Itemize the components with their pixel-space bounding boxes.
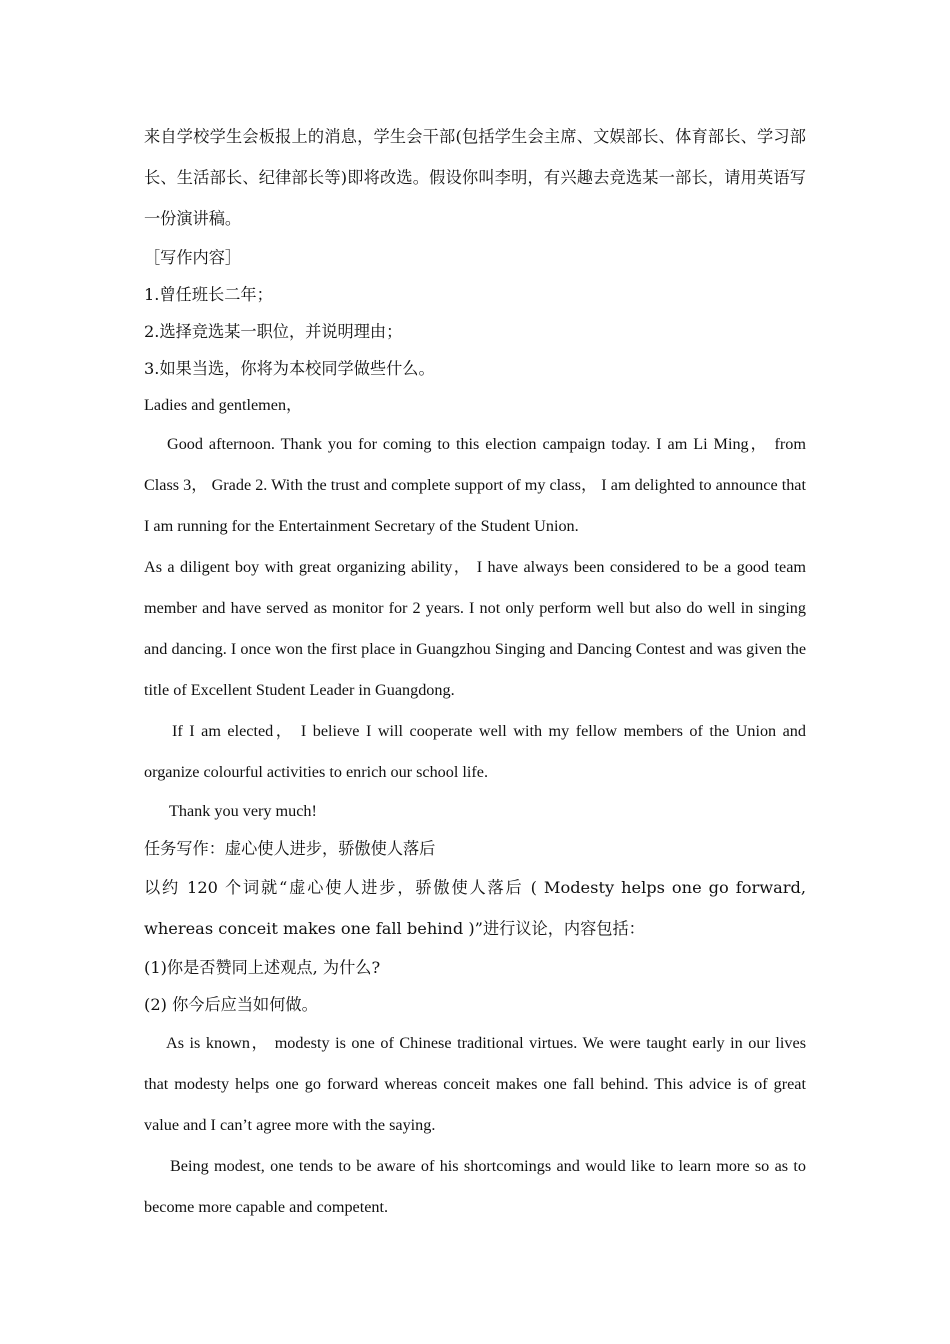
task2-item-2: (2) 你今后应当如何做。: [144, 995, 318, 1014]
task1-content-heading: ［写作内容］: [144, 248, 242, 267]
task1-item-1: 1.曾任班长二年；: [144, 285, 273, 304]
task2-paragraph-1: As is known， modesty is one of Chinese traditional virtues. We were taught early in our lives that modesty helps one go forward whereas conceit makes one fall behind. This advice is of great value and I can’t agree more with the saying.: [144, 1034, 806, 1134]
task1-salutation: Ladies and gentlemen，: [144, 396, 303, 414]
document-page: [144, 116, 806, 1228]
task2-prompt: 以约 120 个词就“虚心使人进步，骄傲使人落后 ( Modesty helps one go forward, whereas conceit makes one fall behind )”进行议论，内容包括：: [144, 878, 806, 938]
task1-paragraph-4: Thank you very much!: [169, 802, 317, 820]
task1-prompt: 来自学校学生会板报上的消息，学生会干部(包括学生会主席、文娱部长、体育部长、学习部长、生活部长、纪律部长等)即将改选。假设你叫李明，有兴趣去竞选某一部长，请用英语写一份演讲稿。: [144, 127, 806, 228]
task2-title: 任务写作：虚心使人进步，骄傲使人落后: [144, 839, 436, 858]
task1-paragraph-3: If I am elected， I believe I will cooperate well with my fellow members of the Union and organize colourful activities to enrich our school life.: [144, 722, 806, 781]
task2-paragraph-2: Being modest, one tends to be aware of his shortcomings and would like to learn more so as to become more capable and competent.: [144, 1157, 806, 1216]
task1-item-3: 3.如果当选，你将为本校同学做些什么。: [144, 359, 435, 378]
task2-item-1: (1)你是否赞同上述观点, 为什么?: [144, 958, 381, 977]
task1-paragraph-2: As a diligent boy with great organizing ability， I have always been considered to be a good team member and have served as monitor for 2 years. I not only perform well but also do well in singing and dancing. I once won the first place in Guangzhou Singing and Dancing Contest and was given the title of Excellent Student Leader in Guangdong.: [144, 558, 806, 699]
task1-item-2: 2.选择竞选某一职位，并说明理由；: [144, 322, 403, 341]
task1-paragraph-1: Good afternoon. Thank you for coming to this election campaign today. I am Li Ming， from Class 3， Grade 2. With the trust and complete support of my class， I am delighted to announce that I am running for the Entertainment Secretary of the Student Union.: [144, 435, 806, 535]
